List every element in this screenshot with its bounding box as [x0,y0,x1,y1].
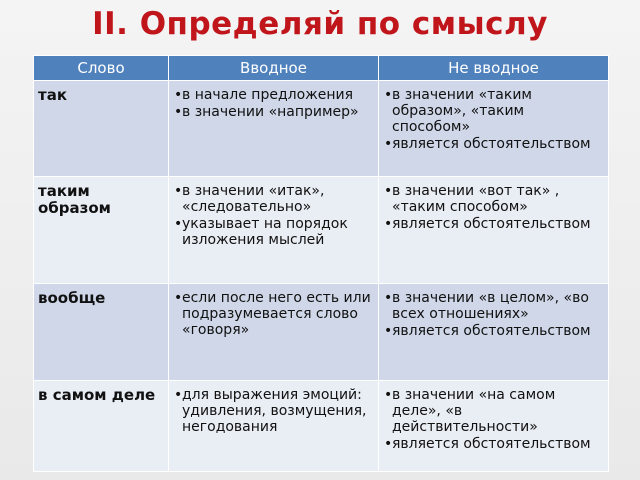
header-intro: Вводное [169,56,379,81]
list-item: • является обстоятельством [384,323,603,339]
intro-cell [169,81,379,177]
list-item: • является обстоятельством [384,436,603,452]
page-title: II. Определяй по смыслу [92,6,548,42]
nonintro-cell [379,381,609,472]
list-item: • является обстоятельством [384,136,603,152]
list-item: • в значении «итак», «следовательно» [174,183,373,215]
nonintro-cell [379,81,609,177]
header-nonintro: Не вводное [379,56,609,81]
comparison-table [33,55,609,472]
list-item: • является обстоятельством [384,216,603,232]
intro-cell [169,177,379,284]
table-row [34,177,609,284]
table-row [34,284,609,381]
word-cell: вообще [34,284,169,381]
nonintro-cell [379,284,609,381]
list-item: • для выражения эмоций: удивления, возмущения, негодования [174,387,373,435]
nonintro-cell [379,177,609,284]
word-cell: так [34,81,169,177]
list-item: • указывает на порядок изложения мыслей [174,216,373,248]
list-item: • в значении «в целом», «во всех отношениях» [384,290,603,322]
header-word: Слово [34,56,169,81]
table-row [34,381,609,472]
list-item: • в начале предложения [174,87,373,103]
list-item: • если после него есть или подразумевается слово «говоря» [174,290,373,338]
list-item: • в значении «вот так» , «таким способом» [384,183,603,215]
list-item: • в значении «например» [174,104,373,120]
list-item: • в значении «таким образом», «таким способом» [384,87,603,135]
intro-cell [169,381,379,472]
table-row [34,81,609,177]
list-item: • в значении «на самом деле», «в действительности» [384,387,603,435]
word-cell: в самом деле [34,381,169,472]
intro-cell [169,284,379,381]
table-header-row [34,56,609,81]
word-cell: таким образом [34,177,169,284]
